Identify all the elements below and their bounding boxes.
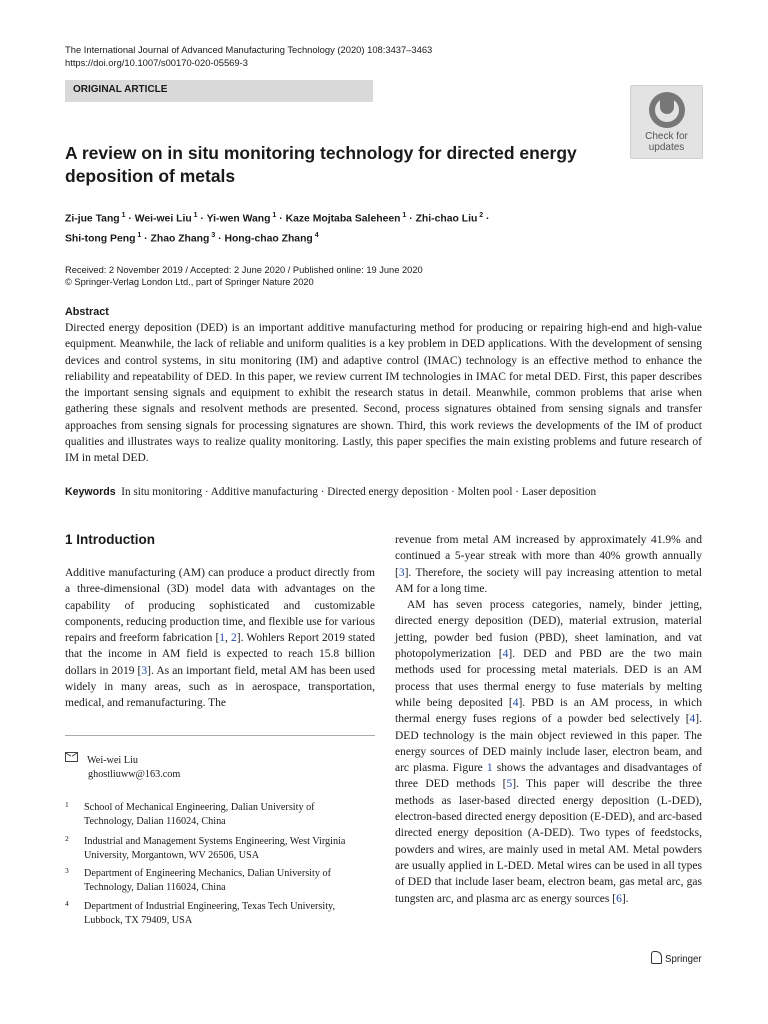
copyright-line: © Springer-Verlag London Ltd., part of Springer Nature 2020 [65, 277, 314, 287]
springer-logo-icon [651, 951, 662, 964]
keywords-line [65, 484, 705, 500]
author-name: Wei-wei Liu [134, 213, 192, 225]
article-type-label: ORIGINAL ARTICLE [73, 84, 168, 95]
body-text: ]. This paper will describe the three methods as laser-based directed energy deposition (L-DED), electron-based directed energy deposition (E-DED), and arc-based directed energy deposition (A-DED). Two types of feedstocks, powders and wires, are mainly used in metal AM. Metal powders are usually applied in L-DED. Metal wires can be used in all types of DED that include laser beam, electron beam, gas metal arc, gas tungsten arc, and plasma arc as energy sources [ [395, 778, 703, 905]
citation-link[interactable]: 4 [689, 713, 696, 726]
badge-line-2: updates [648, 142, 685, 153]
badge-line-1: Check for [645, 131, 688, 142]
affiliation-text: Department of Engineering Mechanics, Dalian University of Technology, Dalian 116024, China [84, 868, 331, 893]
author-affiliation-number: 1 [135, 232, 142, 240]
intro-paragraph [395, 597, 702, 907]
journal-header [65, 43, 432, 69]
citation-link[interactable]: 3 [398, 566, 405, 579]
publisher-name: Springer [665, 954, 702, 965]
affiliation-item [65, 801, 365, 829]
envelope-icon [65, 752, 78, 762]
intro-paragraph [395, 532, 702, 597]
author-name: Shi-tong Peng [65, 233, 136, 245]
abstract-heading: Abstract [65, 306, 109, 318]
author-affiliation-number: 1 [400, 212, 407, 219]
citation-link[interactable]: 2 [231, 632, 237, 645]
affiliation-item [65, 900, 365, 928]
citation-link[interactable]: 5 [506, 778, 513, 791]
affiliation-text: Department of Industrial Engineering, Texas Tech University, Lubbock, TX 79409, USA [84, 901, 336, 926]
affiliation-text: Industrial and Management Systems Engineering, West Virginia University, Morgantown, WV 26506, USA [84, 836, 346, 861]
affiliation-number: 1 [65, 800, 69, 809]
author-name: Yi-wen Wang [206, 213, 271, 225]
contact-name: Wei-wei Liu [87, 755, 138, 766]
author-name: Zhi-chao Liu [415, 213, 478, 225]
author-affiliation-number: 1 [270, 212, 277, 219]
author-name: Kaze Mojtaba Saleheen [285, 213, 401, 225]
paper-title: A review on in situ monitoring technology for directed energy deposition of metals [65, 143, 577, 186]
body-text: , [225, 632, 232, 645]
citation-link[interactable]: 1 [486, 762, 493, 775]
intro-column-right [395, 532, 702, 907]
citation-link[interactable]: 4 [512, 696, 519, 709]
journal-citation: The International Journal of Advanced Manufacturing Technology (2020) 108:3437–3463 [65, 44, 433, 55]
citation-link[interactable]: 6 [616, 892, 622, 905]
intro-column-left [65, 565, 375, 712]
body-text: ]. DED technology is the main object reviewed in this paper. The energy sources of DED mainly include laser, electron beam, and arc plasma. Figure [395, 713, 702, 775]
abstract-text: Directed energy deposition (DED) is an important additive manufacturing method for producing or repairing high-end and high-value equipment. Meanwhile, the lack of reliable and uniform qualities is a key problem in DED applications. With the development of sensing devices and control systems, in situ monitoring (IM) and adaptive control (IMAC) technology is an effective method to enhance the reliability and repeatability of DED. In this paper, we review current IM technologies in IMAC for metal DED. First, this paper describes the important sensing signals and equipment to exhibit the research status in detail. Meanwhile, common problems that arise when gathering these signals and resolvent methods are presented. Second, process signatures obtained from sensing signals and transfer approaches from sensing signals for processing signatures are shown. Third, this work reviews the developments of the IM of product qualities and illustrates ways to realize quality monitoring. Lastly, this paper specifies the main existing problems and future research of IM in metal DED. [65, 322, 702, 465]
check-for-updates-badge[interactable] [630, 85, 703, 159]
author-affiliation-number: 2 [477, 212, 484, 219]
keywords-text: In situ monitoring · Additive manufacturing · Directed energy deposition · Molten pool · Laser deposition [121, 486, 597, 498]
affiliation-text: School of Mechanical Engineering, Dalian University of Technology, Dalian 116024, China [84, 802, 315, 827]
body-text: ]. Therefore, the society will pay increasing attention to metal AM for a long time. [395, 566, 702, 595]
body-text: ]. As an important field, metal AM has been used widely in many areas, such as in aerospace, transportation, medical, and remanufacturing. The [65, 664, 375, 710]
author-affiliation-number: 3 [209, 232, 216, 240]
author-name: Zhao Zhang [150, 233, 210, 245]
publisher-footer [651, 951, 702, 965]
publication-dates [65, 264, 423, 288]
corresponding-author [65, 752, 180, 782]
affiliation-number: 4 [65, 899, 69, 908]
crossmark-icon [649, 92, 685, 128]
author-name: Hong-chao Zhang [224, 233, 313, 245]
article-type-bar [65, 80, 373, 102]
body-text: Additive manufacturing (AM) can produce a product directly from a three-dimensional (3D) model data with advantages on the capability of producing sophisticated and customizable components, reducing production time, and flexible use for various repairs and freeform fabrication [ [65, 567, 375, 645]
author-affiliation-number: 1 [191, 212, 198, 219]
affiliation-number: 2 [65, 834, 69, 843]
affiliation-number: 3 [65, 866, 69, 875]
affiliation-item [65, 835, 365, 863]
doi-link[interactable]: https://doi.org/10.1007/s00170-020-05569-3 [65, 57, 248, 68]
author-list: Zi-jue Tang $^1$ · Wei-wei Liu $^1$ · Yi-wen Wang $^1$ · Kaze Mojtaba Saleheen $^1$ · Zhi-chao Liu $^2$ · Shi-tong Peng $^1$ · Zhao Zhang $^3$ · Hong-chao Zhang $^4$ [65, 212, 490, 245]
citation-link[interactable]: 3 [141, 664, 148, 677]
body-text: ]. [621, 892, 629, 905]
citation-link[interactable]: 1 [219, 632, 226, 645]
author-affiliation-number: 4 [312, 232, 319, 240]
body-text: shows the advantages and disadvantages of three DED methods [ [395, 762, 703, 791]
citation-link[interactable]: 4 [502, 648, 509, 661]
section-heading-introduction: 1 Introduction [65, 532, 155, 547]
body-text: ]. DED and PBD are the two main methods used for processing metal materials. DED is an AM process that uses thermal energy to fuse materials by melting while being deposited [ [395, 648, 702, 709]
body-text: ]. Wohlers Report 2019 stated that the income in AM field is expected to reach 15.8 billion dollars in 2019 [ [65, 632, 375, 677]
keywords-label: Keywords [65, 486, 116, 498]
footnote-divider [65, 735, 375, 736]
date-history: Received: 2 November 2019 / Accepted: 2 June 2020 / Published online: 19 June 2020 [65, 265, 423, 275]
contact-email[interactable]: ghostliuww@163.com [88, 769, 181, 780]
affiliation-item [65, 867, 365, 895]
body-text: AM has seven process categories, namely, binder jetting, directed energy deposition (DED), material extrusion, material jetting, powder bed fusion (PBD), sheet lamination, and vat photopolymerization [ [395, 599, 702, 661]
author-affiliation-number: 1 [119, 212, 126, 219]
body-text: revenue from metal AM increased by approximately 41.9% and continued a 5-year streak with more than 40% growth annually [ [395, 534, 702, 579]
body-text: ]. PBD is an AM process, in which thermal energy fuses regions of a powder bed selectively [ [395, 696, 702, 726]
author-name: Zi-jue Tang [65, 213, 120, 225]
